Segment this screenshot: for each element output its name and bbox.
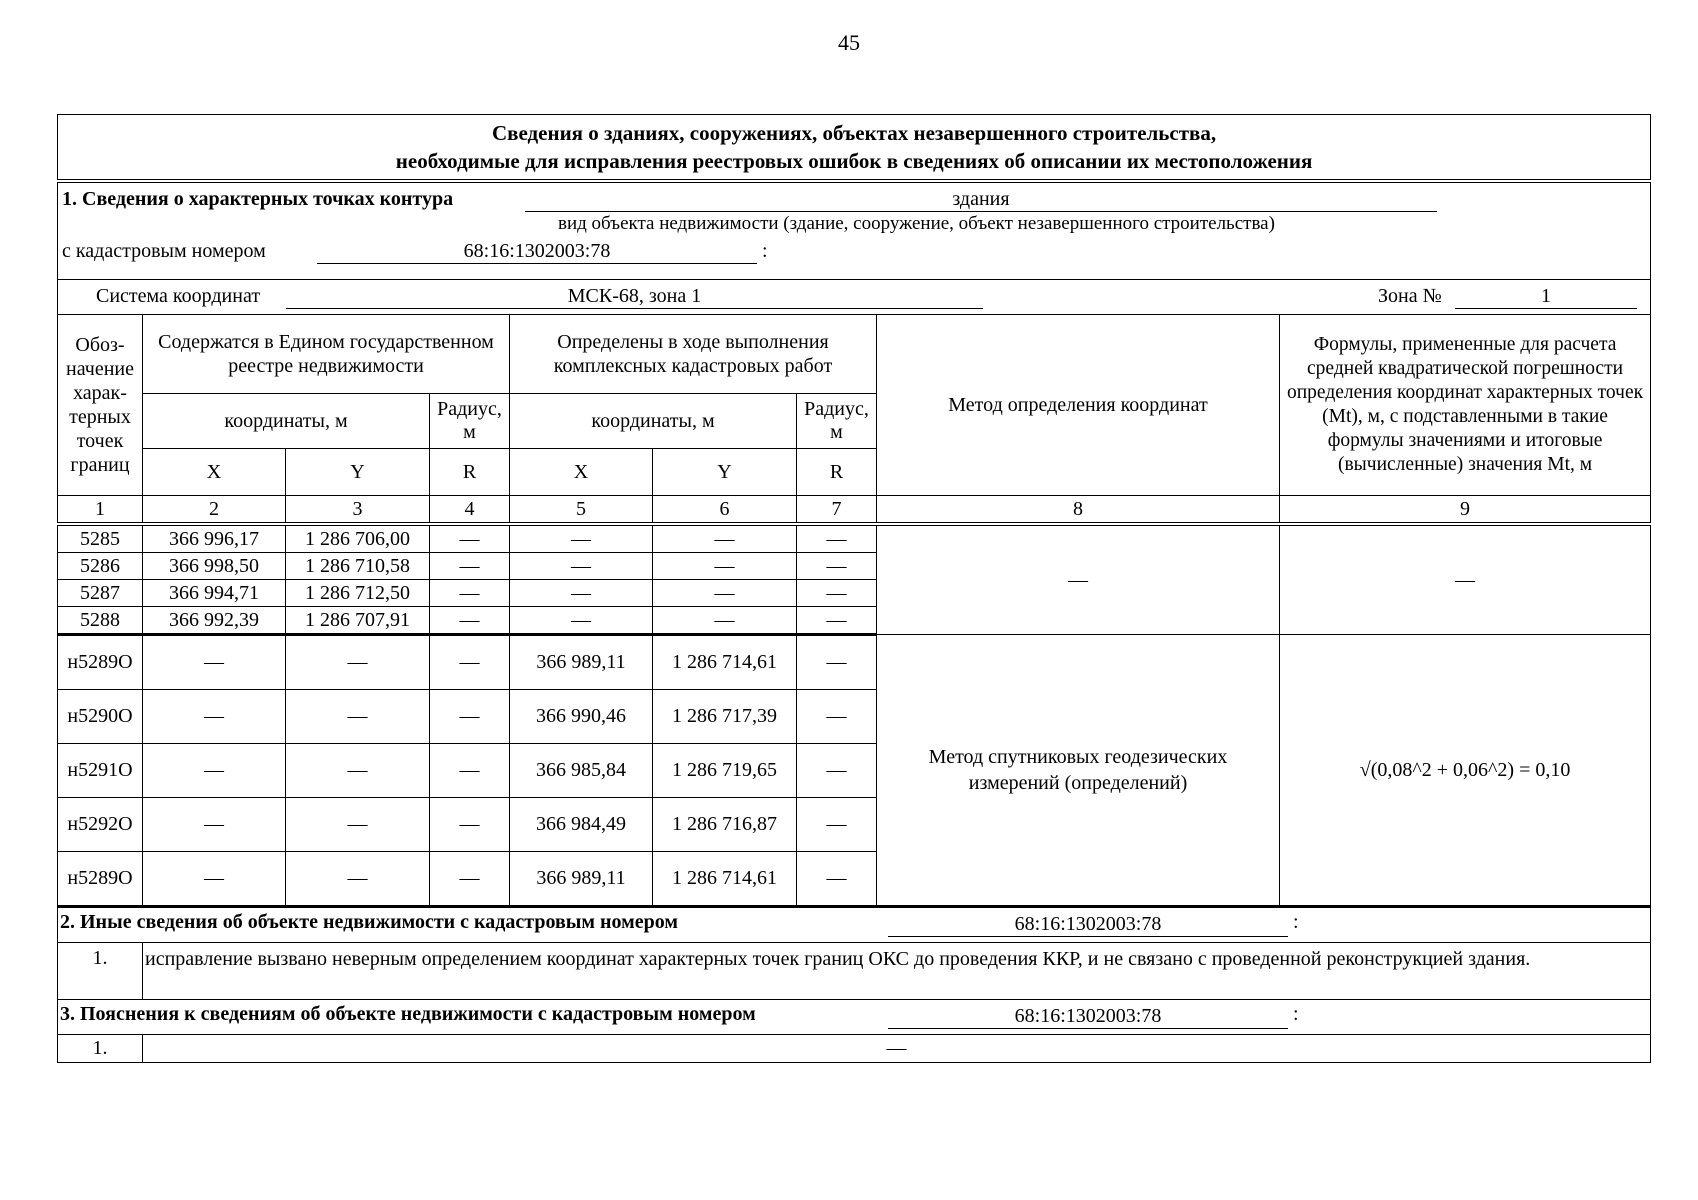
new-formula: √(0,08^2 + 0,06^2) = 0,10 — [1280, 635, 1651, 907]
col-num-6: 6 — [653, 496, 797, 525]
point-y-egrn: 1 286 707,91 — [286, 607, 430, 635]
point-x-egrn: 366 994,71 — [143, 580, 286, 607]
point-x-egrn: 366 998,50 — [143, 553, 286, 580]
point-y-kkr: — — [653, 607, 797, 635]
col-num-5: 5 — [510, 496, 653, 525]
point-x-egrn: 366 996,17 — [143, 524, 286, 553]
header-coords-kkr: координаты, м — [510, 394, 797, 449]
point-y-kkr: 1 286 719,65 — [653, 744, 797, 798]
point-y-egrn: — — [286, 798, 430, 852]
point-x-kkr: — — [510, 524, 653, 553]
point-y-kkr: 1 286 716,87 — [653, 798, 797, 852]
point-id: н5292О — [58, 798, 143, 852]
table-row — [58, 635, 1651, 690]
section2-item-row — [58, 943, 1651, 1000]
header-radius-egrn: Радиус, м — [430, 394, 510, 449]
point-x-egrn: — — [143, 635, 286, 690]
header-x-kkr: X — [510, 449, 653, 496]
point-r-egrn: — — [430, 690, 510, 744]
point-x-egrn: — — [143, 744, 286, 798]
section3-item-num: 1. — [58, 1035, 143, 1063]
section3-cadastral-number: 68:16:1302003:78 — [888, 1005, 1288, 1029]
point-x-egrn: 366 992,39 — [143, 607, 286, 635]
header-method: Метод определения координат — [877, 315, 1280, 496]
header-kkr-group: Определены в ходе выполнения комплексных кадастровых работ — [510, 315, 877, 394]
page-number: 45 — [838, 30, 860, 55]
point-y-egrn: — — [286, 852, 430, 907]
section2-item-text: исправление вызвано неверным определением координат характерных точек границ ОКС до проведения ККР, и не связано с проведенной реконструкцией здания. — [143, 943, 1651, 1000]
section2-heading: 2. Иные сведения об объекте недвижимости с кадастровым номером — [60, 911, 679, 933]
point-r-egrn: — — [430, 852, 510, 907]
point-r-egrn: — — [430, 798, 510, 852]
section1-heading: 1. Сведения о характерных точках контура — [62, 188, 454, 210]
point-r-kkr: — — [797, 553, 877, 580]
point-y-kkr: 1 286 714,61 — [653, 852, 797, 907]
point-x-egrn: — — [143, 852, 286, 907]
header-x-egrn: X — [143, 449, 286, 496]
point-id: 5288 — [58, 607, 143, 635]
point-y-kkr: 1 286 717,39 — [653, 690, 797, 744]
column-numbers-row — [58, 496, 1651, 525]
existing-method: — — [877, 524, 1280, 635]
point-x-kkr: 366 990,46 — [510, 690, 653, 744]
col-num-1: 1 — [58, 496, 143, 525]
section2-colon: : — [1293, 911, 1299, 933]
section3-heading: 3. Пояснения к сведениям об объекте недвижимости с кадастровым номером — [60, 1003, 756, 1025]
point-x-kkr: — — [510, 553, 653, 580]
header-radius-kkr: Радиус, м — [797, 394, 877, 449]
point-x-kkr: 366 984,49 — [510, 798, 653, 852]
point-y-kkr: 1 286 714,61 — [653, 635, 797, 690]
point-r-kkr: — — [797, 744, 877, 798]
point-id: н5289О — [58, 635, 143, 690]
header-r-egrn: R — [430, 449, 510, 496]
point-r-kkr: — — [797, 580, 877, 607]
object-type: здания — [525, 188, 1437, 212]
point-y-egrn: — — [286, 744, 430, 798]
point-y-egrn: — — [286, 635, 430, 690]
col-num-4: 4 — [430, 496, 510, 525]
header-y-kkr: Y — [653, 449, 797, 496]
point-r-egrn: — — [430, 524, 510, 553]
section2-header-row — [58, 907, 1651, 943]
point-id: 5286 — [58, 553, 143, 580]
section1-header — [58, 181, 1651, 280]
point-r-egrn: — — [430, 744, 510, 798]
point-y-kkr: — — [653, 580, 797, 607]
point-y-kkr: — — [653, 553, 797, 580]
coord-system-cell — [58, 280, 1651, 315]
section3-header-row — [58, 1000, 1651, 1035]
point-x-kkr: 366 985,84 — [510, 744, 653, 798]
col-num-8: 8 — [877, 496, 1280, 525]
point-y-egrn: 1 286 706,00 — [286, 524, 430, 553]
col-num-2: 2 — [143, 496, 286, 525]
point-id: н5289О — [58, 852, 143, 907]
title-row — [58, 115, 1651, 182]
point-x-kkr: 366 989,11 — [510, 852, 653, 907]
point-x-kkr: — — [510, 580, 653, 607]
section3-colon: : — [1293, 1003, 1299, 1025]
section2-header — [58, 907, 1651, 943]
header-coords-egrn: координаты, м — [143, 394, 430, 449]
table-row — [58, 524, 1651, 553]
header-formulas: Формулы, примененные для расчета средней квадратической погрешности определения координат характерных точек (Mt), м, с подставленными в такие формулы значениями и итоговые (вычисленные) значения Mt, м — [1280, 315, 1651, 496]
section1-header-row — [58, 181, 1651, 280]
header-r-kkr: R — [797, 449, 877, 496]
col-num-3: 3 — [286, 496, 430, 525]
document-title — [58, 115, 1651, 182]
col-num-7: 7 — [797, 496, 877, 525]
point-x-egrn: — — [143, 690, 286, 744]
coord-system-value: МСК-68, зона 1 — [286, 285, 983, 309]
section3-item-row — [58, 1035, 1651, 1063]
point-r-kkr: — — [797, 798, 877, 852]
point-r-kkr: — — [797, 524, 877, 553]
point-r-egrn: — — [430, 607, 510, 635]
point-r-kkr: — — [797, 690, 877, 744]
cadastral-label: с кадастровым номером — [62, 240, 266, 262]
point-x-egrn: — — [143, 798, 286, 852]
point-y-egrn: 1 286 712,50 — [286, 580, 430, 607]
new-method: Метод спутниковых геодезических измерений (определений) — [877, 635, 1280, 907]
header-egrn-group: Содержатся в Едином государственном реестре недвижимости — [143, 315, 510, 394]
coord-system-label: Система координат — [96, 285, 261, 307]
point-r-egrn: — — [430, 553, 510, 580]
point-x-kkr: 366 989,11 — [510, 635, 653, 690]
point-x-kkr: — — [510, 607, 653, 635]
section3-header — [58, 1000, 1651, 1035]
section2-cadastral-number: 68:16:1302003:78 — [888, 913, 1288, 937]
point-r-kkr: — — [797, 852, 877, 907]
header-row-1 — [58, 315, 1651, 394]
point-id: 5287 — [58, 580, 143, 607]
title-line-2: необходимые для исправления реестровых ошибок в сведениях об описании их местоположения — [395, 149, 1313, 173]
point-id: 5285 — [58, 524, 143, 553]
cadastral-colon: : — [762, 240, 768, 262]
point-id: н5291О — [58, 744, 143, 798]
point-y-egrn: 1 286 710,58 — [286, 553, 430, 580]
header-point-designation: Обоз-начение харак-терных точек границ — [58, 315, 143, 496]
point-r-kkr: — — [797, 635, 877, 690]
cadastral-table — [57, 114, 1651, 1063]
header-y-egrn: Y — [286, 449, 430, 496]
point-y-egrn: — — [286, 690, 430, 744]
point-r-egrn: — — [430, 580, 510, 607]
point-r-kkr: — — [797, 607, 877, 635]
title-line-1: Сведения о зданиях, сооружениях, объектах незавершенного строительства, — [491, 121, 1217, 145]
section3-item-text: — — [143, 1035, 1651, 1063]
cadastral-number: 68:16:1302003:78 — [317, 240, 757, 264]
zone-value: 1 — [1455, 285, 1637, 309]
object-type-hint: вид объекта недвижимости (здание, сооружение, объект незавершенного строительства) — [558, 213, 1275, 234]
point-y-kkr: — — [653, 524, 797, 553]
existing-formula: — — [1280, 524, 1651, 635]
col-num-9: 9 — [1280, 496, 1651, 525]
coord-system-row — [58, 280, 1651, 315]
section2-item-num: 1. — [58, 943, 143, 1000]
point-id: н5290О — [58, 690, 143, 744]
zone-label: Зона № — [1378, 285, 1442, 307]
point-r-egrn: — — [430, 635, 510, 690]
